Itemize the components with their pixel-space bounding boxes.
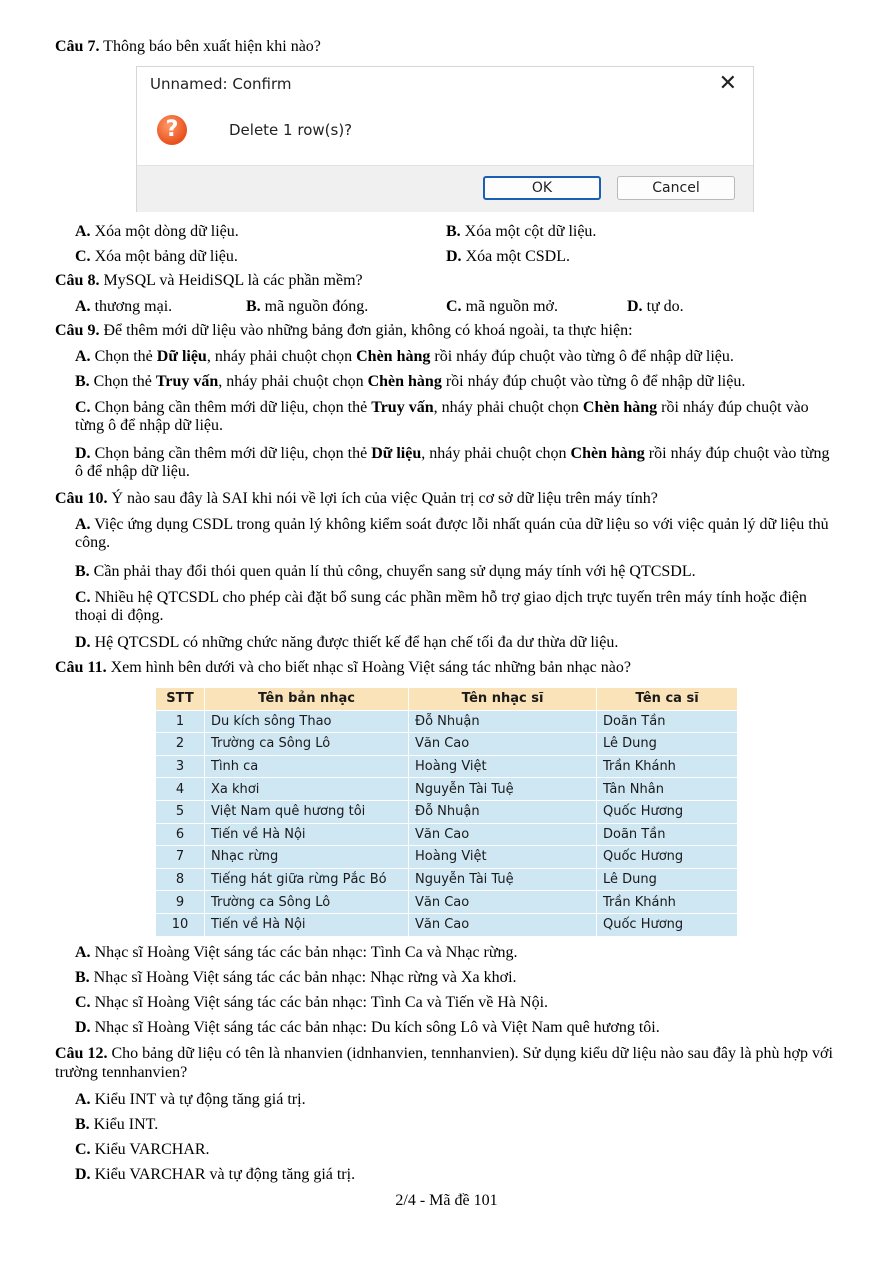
q11-option-a: [75, 944, 518, 962]
q7-option-d: [446, 248, 570, 266]
cell-song: Tiến về Hà Nội: [205, 823, 409, 846]
q8-option-d: [627, 298, 684, 316]
q8-option-c: [446, 298, 558, 316]
cell-singer: Trần Khánh: [597, 891, 738, 914]
cell-song: Trường ca Sông Lô: [205, 733, 409, 756]
option-label: C.: [75, 589, 91, 606]
q10-option-d: [75, 634, 618, 652]
page-footer: 2/4 - Mã đề 101: [395, 1192, 498, 1209]
option-text: mã nguồn đóng.: [264, 298, 369, 315]
option-label: D.: [446, 248, 462, 265]
table-row: [156, 823, 738, 846]
header-composer: Tên nhạc sĩ: [409, 688, 597, 711]
cell-stt: 6: [156, 823, 205, 846]
dialog-footer: [137, 165, 753, 212]
q8-option-b: [246, 298, 368, 316]
cell-song: Xa khơi: [205, 778, 409, 801]
option-bold-text: Truy vấn: [371, 399, 434, 416]
cell-singer: Lê Dung: [597, 733, 738, 756]
option-label: D.: [627, 298, 643, 315]
option-text: Kiểu INT.: [93, 1116, 159, 1133]
option-text: Chọn thẻ: [94, 348, 157, 365]
dialog-message: Delete 1 row(s)?: [229, 121, 353, 139]
option-text: rồi nháy đúp chuột vào từng ô để nhập dữ liệu.: [430, 348, 734, 365]
table-row: [156, 778, 738, 801]
option-text: Kiểu INT và tự động tăng giá trị.: [94, 1091, 306, 1108]
option-text: Nhạc sĩ Hoàng Việt sáng tác các bản nhạc: Du kích sông Lô và Việt Nam quê hương tôi.: [94, 1019, 660, 1036]
option-bold-text: Dữ liệu: [371, 445, 422, 462]
cell-stt: 4: [156, 778, 205, 801]
option-text: , nháy phải chuột chọn: [206, 348, 357, 365]
q10-option-b: [75, 563, 696, 581]
option-text: Xóa một CSDL.: [465, 248, 571, 265]
question-10: [55, 490, 658, 508]
table-row: [156, 710, 738, 733]
option-text: Xóa một dòng dữ liệu.: [94, 223, 239, 240]
q10-option-c: [75, 589, 835, 625]
cell-singer: Quốc Hương: [597, 913, 738, 936]
cell-composer: Đỗ Nhuận: [409, 710, 597, 733]
table-header-row: [156, 688, 738, 711]
option-bold-text: Chèn hàng: [356, 348, 431, 365]
table-row: [156, 755, 738, 778]
option-label: A.: [75, 223, 91, 240]
option-label: B.: [246, 298, 261, 315]
option-label: A.: [75, 516, 91, 533]
q8-option-a: [75, 298, 172, 316]
option-label: A.: [75, 348, 91, 365]
option-text: Nhạc sĩ Hoàng Việt sáng tác các bản nhạc: Nhạc rừng và Xa khơi.: [93, 969, 517, 986]
header-stt: STT: [156, 688, 205, 711]
option-label: D.: [75, 1019, 91, 1036]
question-mark-icon: ?: [157, 115, 187, 145]
question-12-text: Cho bảng dữ liệu có tên là nhanvien (idnhanvien, tennhanvien). Sử dụng kiểu dữ liệu nào sau đây là phù hợp với trường tennhanvien?: [55, 1045, 833, 1081]
option-bold-text: Truy vấn: [155, 373, 219, 390]
cell-song: Nhạc rừng: [205, 846, 409, 869]
option-label: B.: [75, 563, 90, 580]
q11-option-d: [75, 1019, 660, 1037]
option-text: , nháy phải chuột chọn: [218, 373, 368, 390]
option-text: Nhiều hệ QTCSDL cho phép cài đặt bổ sung các phần mềm hỗ trợ giao dịch trực tuyến trên máy tính hoặc điện thoại di động.: [75, 589, 807, 624]
option-label: C.: [75, 1141, 91, 1158]
q12-option-b: [75, 1116, 158, 1134]
cell-singer: Doãn Tần: [597, 823, 738, 846]
option-label: A.: [75, 944, 91, 961]
ok-button[interactable]: OK: [483, 176, 601, 200]
header-singer: Tên ca sĩ: [597, 688, 738, 711]
question-9-text: Để thêm mới dữ liệu vào những bảng đơn giản, không có khoá ngoài, ta thực hiện:: [103, 322, 633, 339]
q9-option-d: [75, 445, 835, 481]
table-row: [156, 846, 738, 869]
cell-singer: Trần Khánh: [597, 755, 738, 778]
option-label: B.: [446, 223, 461, 240]
option-bold-text: Chèn hàng: [367, 373, 442, 390]
option-bold-text: Dữ liệu: [156, 348, 207, 365]
option-label: A.: [75, 298, 91, 315]
option-text: Xóa một bảng dữ liệu.: [94, 248, 238, 265]
table-row: [156, 913, 738, 936]
cell-composer: Văn Cao: [409, 913, 597, 936]
option-text: Xóa một cột dữ liệu.: [464, 223, 597, 240]
question-11-text: Xem hình bên dưới và cho biết nhạc sĩ Hoàng Việt sáng tác những bản nhạc nào?: [110, 659, 631, 676]
option-label: D.: [75, 634, 91, 651]
option-text: thương mại.: [94, 298, 173, 315]
q11-option-c: [75, 994, 548, 1012]
cell-song: Tiến về Hà Nội: [205, 913, 409, 936]
option-text: Nhạc sĩ Hoàng Việt sáng tác các bản nhạc: Tình Ca và Tiến về Hà Nội.: [94, 994, 549, 1011]
cell-singer: Doãn Tần: [597, 710, 738, 733]
cell-composer: Văn Cao: [409, 891, 597, 914]
cell-stt: 7: [156, 846, 205, 869]
header-song: Tên bản nhạc: [205, 688, 409, 711]
q10-option-a: [75, 516, 835, 552]
question-10-text: Ý nào sau đây là SAI khi nói về lợi ích của việc Quản trị cơ sở dữ liệu trên máy tính?: [111, 490, 658, 507]
cell-song: Tiếng hát giữa rừng Pắc Bó: [205, 868, 409, 891]
question-11-label: Câu 11.: [55, 659, 107, 676]
cell-stt: 5: [156, 800, 205, 823]
q11-option-b: [75, 969, 517, 987]
close-icon[interactable]: ✕: [718, 71, 737, 96]
q9-option-c: [75, 399, 835, 435]
cell-composer: Văn Cao: [409, 823, 597, 846]
table-row: [156, 800, 738, 823]
question-12: [55, 1044, 845, 1082]
option-label: C.: [75, 994, 91, 1011]
option-text: rồi nháy đúp chuột vào từng ô để nhập dữ liệu.: [75, 399, 809, 434]
question-10-label: Câu 10.: [55, 490, 108, 507]
cell-composer: Hoàng Việt: [409, 846, 597, 869]
option-text: Kiểu VARCHAR.: [94, 1141, 210, 1158]
cell-composer: Nguyễn Tài Tuệ: [409, 868, 597, 891]
option-text: tự do.: [646, 298, 684, 315]
cell-composer: Văn Cao: [409, 733, 597, 756]
q7-option-b: [446, 223, 596, 241]
cell-composer: Nguyễn Tài Tuệ: [409, 778, 597, 801]
question-9-label: Câu 9.: [55, 322, 100, 339]
option-label: B.: [75, 373, 90, 390]
cell-stt: 9: [156, 891, 205, 914]
question-8-label: Câu 8.: [55, 272, 100, 289]
option-text: Việc ứng dụng CSDL trong quản lý không kiểm soát được lỗi nhất quán của dữ liệu so với việc quản lý dữ liệu thủ công.: [75, 516, 829, 551]
option-label: D.: [75, 445, 91, 462]
option-text: Kiểu VARCHAR và tự động tăng giá trị.: [94, 1166, 356, 1183]
cell-song: Trường ca Sông Lô: [205, 891, 409, 914]
cell-singer: Quốc Hương: [597, 846, 738, 869]
q7-option-a: [75, 223, 239, 241]
question-9: [55, 322, 633, 340]
option-label: B.: [75, 969, 90, 986]
cell-song: Tình ca: [205, 755, 409, 778]
table-row: [156, 733, 738, 756]
question-8-text: MySQL và HeidiSQL là các phần mềm?: [103, 272, 363, 289]
option-text: rồi nháy đúp chuột vào từng ô để nhập dữ liệu.: [441, 373, 746, 390]
q9-option-b: [75, 373, 745, 391]
cell-stt: 3: [156, 755, 205, 778]
option-text: Chọn thẻ: [93, 373, 156, 390]
question-7: [55, 38, 321, 56]
confirm-dialog: [136, 66, 754, 212]
question-7-label: Câu 7.: [55, 38, 100, 55]
q7-option-c: [75, 248, 238, 266]
cell-song: Du kích sông Thao: [205, 710, 409, 733]
q12-option-a: [75, 1091, 306, 1109]
table-row: [156, 868, 738, 891]
cell-singer: Quốc Hương: [597, 800, 738, 823]
cell-stt: 2: [156, 733, 205, 756]
option-label: A.: [75, 1091, 91, 1108]
cell-stt: 10: [156, 913, 205, 936]
option-bold-text: Chèn hàng: [582, 399, 658, 416]
table-row: [156, 891, 738, 914]
option-label: C.: [75, 248, 91, 265]
option-text: Hệ QTCSDL có những chức năng được thiết kế để hạn chế tối đa dư thừa dữ liệu.: [94, 634, 619, 651]
option-text: rồi nháy đúp chuột vào từng ô để nhập dữ liệu.: [75, 445, 830, 480]
question-12-label: Câu 12.: [55, 1045, 108, 1062]
q12-option-d: [75, 1166, 355, 1184]
option-text: mã nguồn mở.: [465, 298, 559, 315]
dialog-title: Unnamed: Confirm: [150, 75, 292, 93]
cell-composer: Hoàng Việt: [409, 755, 597, 778]
cell-composer: Đỗ Nhuận: [409, 800, 597, 823]
option-text: , nháy phải chuột chọn: [421, 445, 571, 462]
cell-stt: 1: [156, 710, 205, 733]
option-text: Chọn bảng cần thêm mới dữ liệu, chọn thẻ: [94, 445, 372, 462]
option-bold-text: Chèn hàng: [570, 445, 645, 462]
cell-singer: Lê Dung: [597, 868, 738, 891]
cancel-button[interactable]: Cancel: [617, 176, 735, 200]
music-table: [155, 687, 738, 937]
cell-singer: Tân Nhân: [597, 778, 738, 801]
option-text: Nhạc sĩ Hoàng Việt sáng tác các bản nhạc: Tình Ca và Nhạc rừng.: [94, 944, 518, 961]
option-label: B.: [75, 1116, 90, 1133]
option-label: C.: [75, 399, 91, 416]
cell-stt: 8: [156, 868, 205, 891]
option-text: , nháy phải chuột chọn: [433, 399, 583, 416]
option-text: Cần phải thay đổi thói quen quản lí thủ công, chuyển sang sử dụng máy tính với hệ QTCSDL.: [93, 563, 696, 580]
q9-option-a: [75, 348, 734, 366]
question-11: [55, 659, 631, 677]
cell-song: Việt Nam quê hương tôi: [205, 800, 409, 823]
option-label: C.: [446, 298, 462, 315]
option-label: D.: [75, 1166, 91, 1183]
q12-option-c: [75, 1141, 210, 1159]
option-text: Chọn bảng cần thêm mới dữ liệu, chọn thẻ: [94, 399, 372, 416]
question-7-text: Thông báo bên xuất hiện khi nào?: [103, 38, 321, 55]
question-8: [55, 272, 363, 290]
